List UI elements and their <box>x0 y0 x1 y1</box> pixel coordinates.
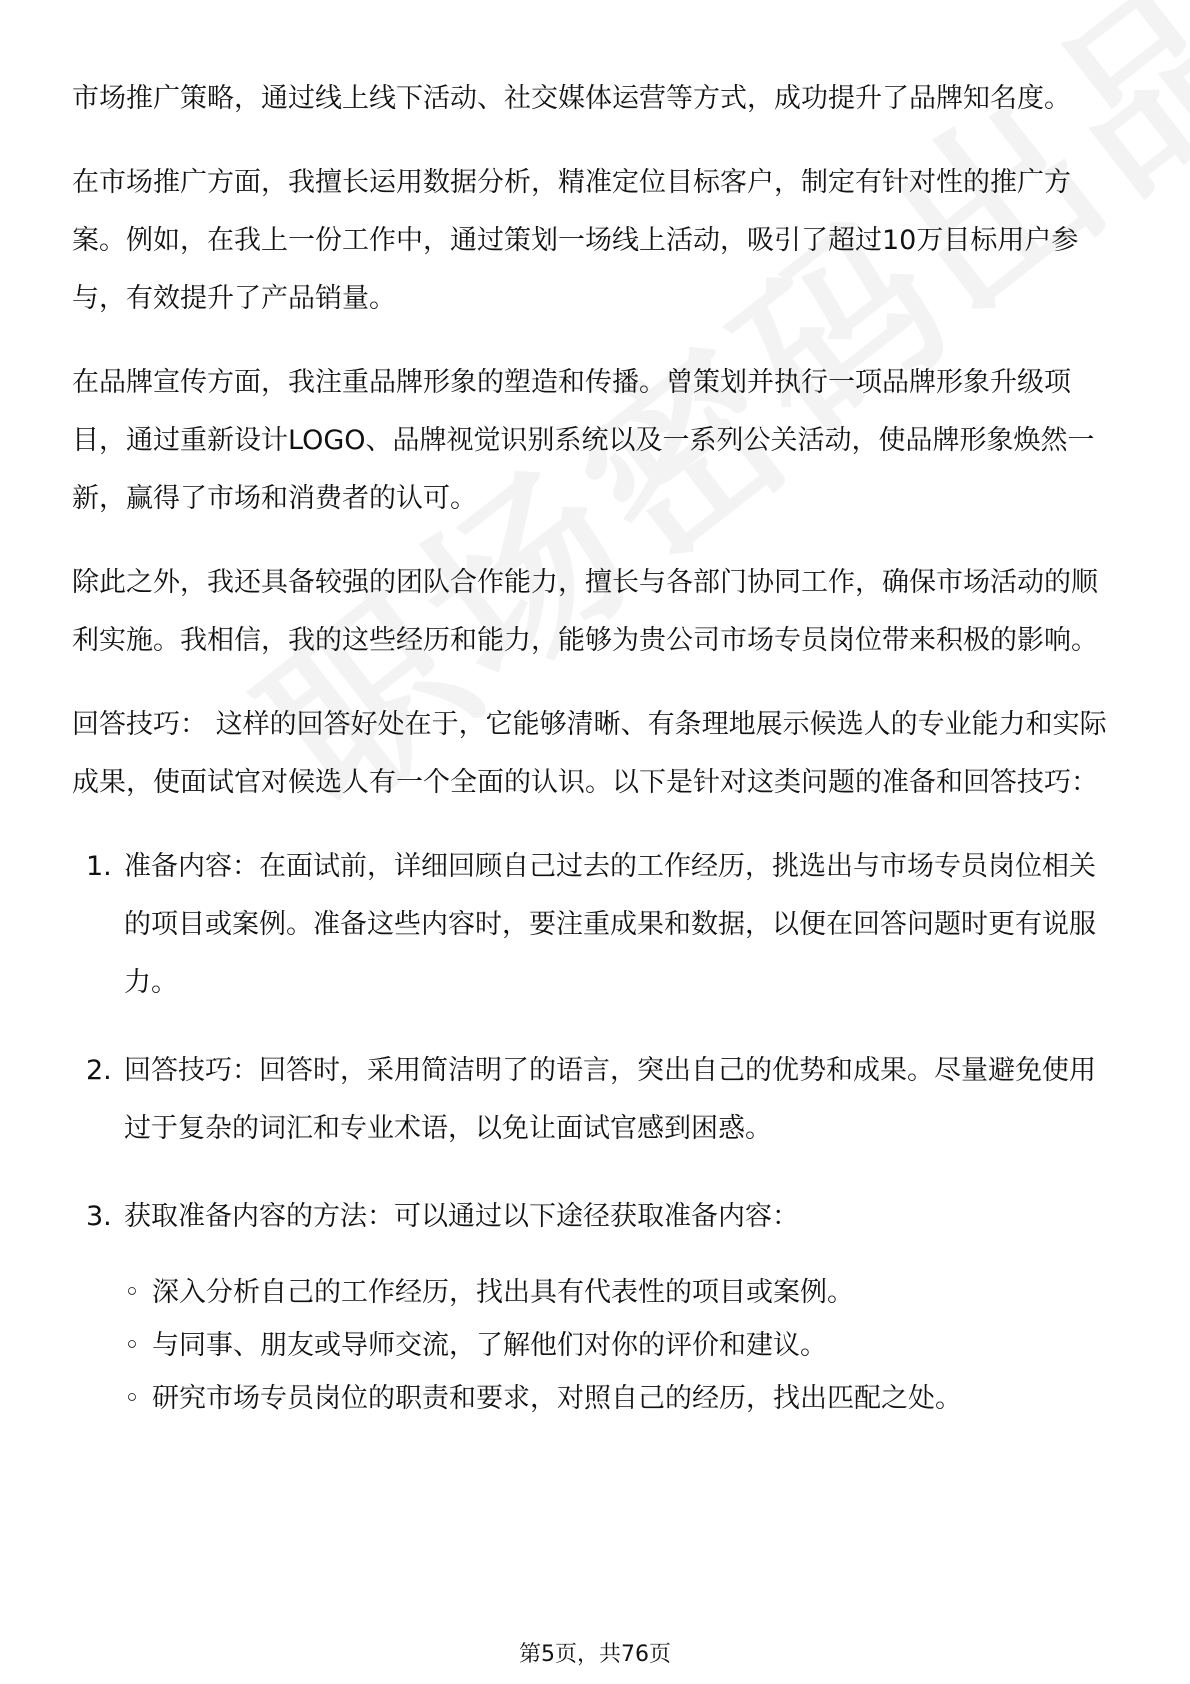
list-item-text: 准备内容：在面试前，详细回顾自己过去的工作经历，挑选出与市场专员岗位相关的项目或案例。准备这些内容时，要注重成果和数据，以便在回答问题时更有说服力。 <box>124 851 1096 998</box>
paragraph: 市场推广策略，通过线上线下活动、社交媒体运营等方式，成功提升了品牌知名度。 <box>72 83 1071 114</box>
bullet-icon: ◦ <box>124 1383 140 1414</box>
page-content <box>72 70 1122 1455</box>
sub-list-item <box>124 1372 1122 1425</box>
paragraph: 在品牌宣传方面，我注重品牌形象的塑造和传播。曾策划并执行一项品牌形象升级项目，通过重新设计LOGO、品牌视觉识别系统以及一系列公关活动，使品牌形象焕然一新，赢得了市场和消费者的认可。 <box>72 367 1095 514</box>
list-item <box>72 1042 1122 1158</box>
list-number: 3. <box>86 1201 112 1232</box>
sub-list-item-text: 研究市场专员岗位的职责和要求，对照自己的经历，找出匹配之处。 <box>152 1383 962 1414</box>
list-item-text: 获取准备内容的方法：可以通过以下途径获取准备内容： <box>124 1201 799 1232</box>
sub-list-item <box>124 1266 1122 1319</box>
sub-list-item-text: 深入分析自己的工作经历，找出具有代表性的项目或案例。 <box>152 1277 854 1308</box>
paragraph: 除此之外，我还具备较强的团队合作能力，擅长与各部门协同工作，确保市场活动的顺利实施。我相信，我的这些经历和能力，能够为贵公司市场专员岗位带来积极的影响。 <box>72 567 1098 656</box>
bullet-icon: ◦ <box>124 1330 140 1361</box>
page-number-footer: 第5页，共76页 <box>519 1642 671 1667</box>
bullet-icon: ◦ <box>124 1277 140 1308</box>
answer-tips-paragraph: 回答技巧： 这样的回答好处在于，它能够清晰、有条理地展示候选人的专业能力和实际成果，使面试官对候选人有一个全面的认识。以下是针对这类问题的准备和回答技巧： <box>72 709 1107 798</box>
sub-list-item <box>124 1319 1122 1372</box>
list-number: 2. <box>86 1055 112 1086</box>
tips-list <box>72 838 1122 1425</box>
paragraph: 在市场推广方面，我擅长运用数据分析，精准定位目标客户，制定有针对性的推广方案。例如，在我上一份工作中，通过策划一场线上活动，吸引了超过10万目标用户参与，有效提升了产品销量。 <box>72 167 1079 314</box>
list-item <box>72 1188 1122 1425</box>
sub-list <box>124 1266 1122 1425</box>
list-item <box>72 838 1122 1012</box>
sub-list-item-text: 与同事、朋友或导师交流，了解他们对你的评价和建议。 <box>152 1330 827 1361</box>
list-item-text: 回答技巧：回答时，采用简洁明了的语言，突出自己的优势和成果。尽量避免使用过于复杂的词汇和专业术语，以免让面试官感到困惑。 <box>124 1055 1096 1144</box>
list-number: 1. <box>86 851 112 882</box>
